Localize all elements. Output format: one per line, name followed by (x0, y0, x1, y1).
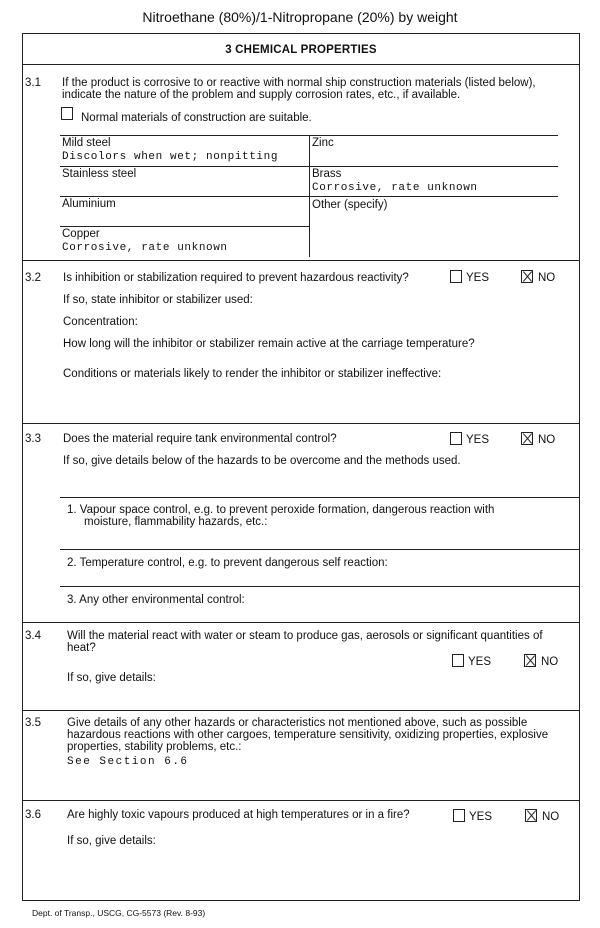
mild-steel-value: Discolors when wet; nonpitting (62, 151, 279, 163)
section-3-6-yes-checkbox[interactable] (453, 809, 465, 822)
section-3-5-question-line3: properties, stability problems, etc.: (67, 741, 242, 753)
inhibitor-duration-label: How long will the inhibitor or stabilizer remain active at the carriage temperature? (63, 338, 475, 350)
section-3-6-yes-label: YES (469, 811, 493, 823)
divider (22, 64, 580, 65)
copper-value: Corrosive, rate unknown (62, 242, 228, 254)
normal-materials-checkbox[interactable] (61, 107, 73, 120)
section-3-6-question: Are highly toxic vapours produced at high temperatures or in a fire? (67, 809, 410, 821)
section-3-4-question-line2: heat? (67, 642, 96, 654)
section-3-2-no-checkbox[interactable] (521, 270, 533, 283)
section-3-3-yes-label: YES (466, 434, 490, 446)
section-3-6-number: 3.6 (25, 809, 41, 821)
section-divider (22, 710, 580, 711)
table-line (60, 226, 309, 227)
section-3-4-question-line1: Will the material react with water or steam to produce gas, aerosols or significant quantities of (67, 630, 543, 642)
copper-label: Copper (62, 228, 100, 240)
section-3-1-question-line1: If the product is corrosive to or reactive with normal ship construction materials (listed below), (62, 77, 536, 89)
zinc-label: Zinc (312, 137, 334, 149)
concentration-label: Concentration: (63, 316, 138, 328)
section-3-5-question-line2: hazardous reactions with other cargoes, temperature sensitivity, oxidizing properties, explosive (67, 729, 549, 741)
temperature-control-label: 2. Temperature control, e.g. to prevent dangerous self reaction: (67, 557, 388, 569)
form-footer: Dept. of Transp., USCG, CG-5573 (Rev. 8-93) (32, 908, 206, 918)
section-3-6-no-checkbox[interactable] (525, 809, 537, 822)
other-environmental-control-label: 3. Any other environmental control: (67, 594, 245, 606)
section-3-1-question-line2: indicate the nature of the problem and supply corrosion rates, etc., if available. (62, 89, 461, 101)
table-line (60, 586, 580, 587)
vapour-space-control-line1: 1. Vapour space control, e.g. to prevent peroxide formation, dangerous reaction with (67, 504, 495, 516)
form-frame (22, 33, 580, 901)
inhibitor-used-label: If so, state inhibitor or stabilizer used: (63, 294, 253, 306)
section-3-5-number: 3.5 (25, 717, 41, 729)
brass-value: Corrosive, rate unknown (312, 182, 478, 194)
section-3-2-no-label: NO (538, 272, 556, 284)
section-3-4-number: 3.4 (25, 630, 41, 642)
section-3-6-details-label: If so, give details: (67, 835, 156, 847)
table-line (60, 166, 309, 167)
table-line (309, 166, 558, 167)
section-3-3-question: Does the material require tank environmental control? (63, 433, 337, 445)
section-3-4-no-checkbox[interactable] (524, 654, 536, 667)
normal-materials-label: Normal materials of construction are suitable. (81, 112, 312, 124)
mild-steel-label: Mild steel (62, 137, 111, 149)
document-title: Nitroethane (80%)/1-Nitropropane (20%) by weight (142, 9, 458, 25)
other-specify-label: Other (specify) (312, 199, 388, 211)
table-line (60, 549, 580, 550)
section-3-3-details-label: If so, give details below of the hazards to be overcome and the methods used. (63, 455, 461, 467)
inhibitor-ineffective-label: Conditions or materials likely to render the inhibitor or stabilizer ineffective: (63, 368, 442, 380)
section-3-1-number: 3.1 (25, 77, 41, 89)
section-divider (22, 423, 580, 424)
brass-label: Brass (312, 168, 342, 180)
section-3-3-no-label: NO (538, 434, 556, 446)
section-3-4-no-label: NO (541, 656, 559, 668)
section-3-4-yes-label: YES (468, 656, 492, 668)
section-3-4-yes-checkbox[interactable] (452, 654, 464, 667)
section-divider (22, 622, 580, 623)
table-line (60, 196, 558, 197)
section-3-2-question: Is inhibition or stabilization required to prevent hazardous reactivity? (63, 272, 409, 284)
section-3-4-details-label: If so, give details: (67, 672, 156, 684)
section-divider (22, 800, 580, 801)
section-divider (22, 260, 580, 261)
stainless-steel-label: Stainless steel (62, 168, 137, 180)
section-3-2-yes-label: YES (466, 272, 490, 284)
section-3-2-number: 3.2 (25, 272, 41, 284)
section-3-3-no-checkbox[interactable] (521, 432, 533, 445)
section-header: 3 CHEMICAL PROPERTIES (225, 44, 377, 56)
section-3-5-answer: See Section 6.6 (67, 756, 189, 768)
section-3-3-number: 3.3 (25, 433, 41, 445)
aluminium-label: Aluminium (62, 198, 116, 210)
section-3-2-yes-checkbox[interactable] (450, 270, 462, 283)
section-3-3-yes-checkbox[interactable] (450, 432, 462, 445)
section-3-5-question-line1: Give details of any other hazards or characteristics not mentioned above, such as possible (67, 717, 528, 729)
table-line (60, 497, 580, 498)
section-3-6-no-label: NO (542, 811, 560, 823)
vapour-space-control-line2: moisture, flammability hazards, etc.: (84, 516, 268, 528)
